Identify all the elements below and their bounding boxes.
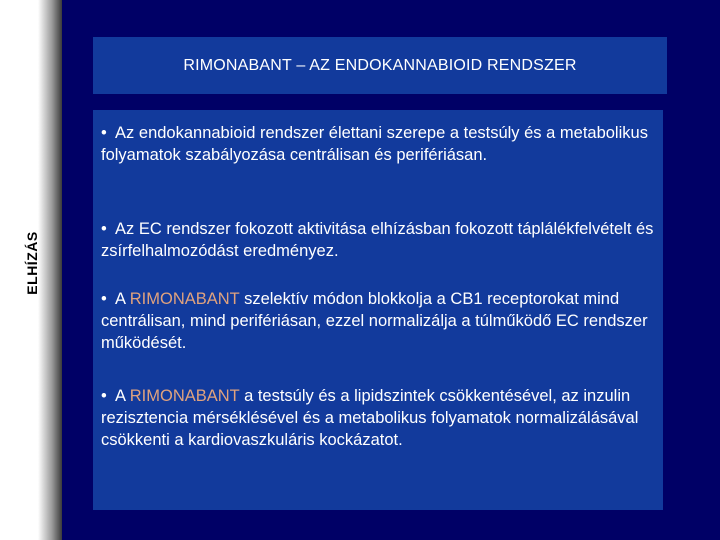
content-box: [93, 110, 663, 510]
bullet-marker: •: [101, 220, 107, 238]
bullet-marker: •: [101, 387, 107, 405]
bullet-text: szelektív módon blokkolja a CB1 receptorokat mind centrálisan, mind perifériásan, ezzel normalizálja a túlműködő EC rendszer működését.: [101, 290, 648, 352]
bullet-item: [101, 122, 657, 166]
sidebar-label: ELHÍZÁS: [24, 231, 40, 295]
bullet-text: Az endokannabioid rendszer élettani szerepe a testsúly és a metabolikus folyamatok szabályozása centrálisan és perifériásan.: [101, 124, 648, 164]
bullet-item: [101, 288, 657, 354]
drug-name-highlight: RIMONABANT: [129, 387, 240, 405]
bullet-prefix: A: [115, 290, 126, 308]
bullet-text: Az EC rendszer fokozott aktivitása elhízásban fokozott táplálékfelvételt és zsírfelhalmozódást eredményez.: [101, 220, 654, 260]
drug-name-highlight: RIMONABANT: [129, 290, 240, 308]
sidebar: [0, 0, 62, 540]
title-box: [93, 37, 667, 94]
bullet-item: [101, 385, 657, 451]
bullet-marker: •: [101, 290, 107, 308]
slide-title: RIMONABANT – AZ ENDOKANNABIOID RENDSZER: [183, 56, 577, 74]
bullet-prefix: A: [115, 387, 126, 405]
bullet-text: a testsúly és a lipidszintek csökkentésével, az inzulin rezisztencia mérséklésével és a metabolikus folyamatok normalizálásával csökkenti a kardiovaszkuláris kockázatot.: [101, 387, 639, 449]
bullet-marker: •: [101, 124, 107, 142]
bullet-item: [101, 218, 657, 262]
